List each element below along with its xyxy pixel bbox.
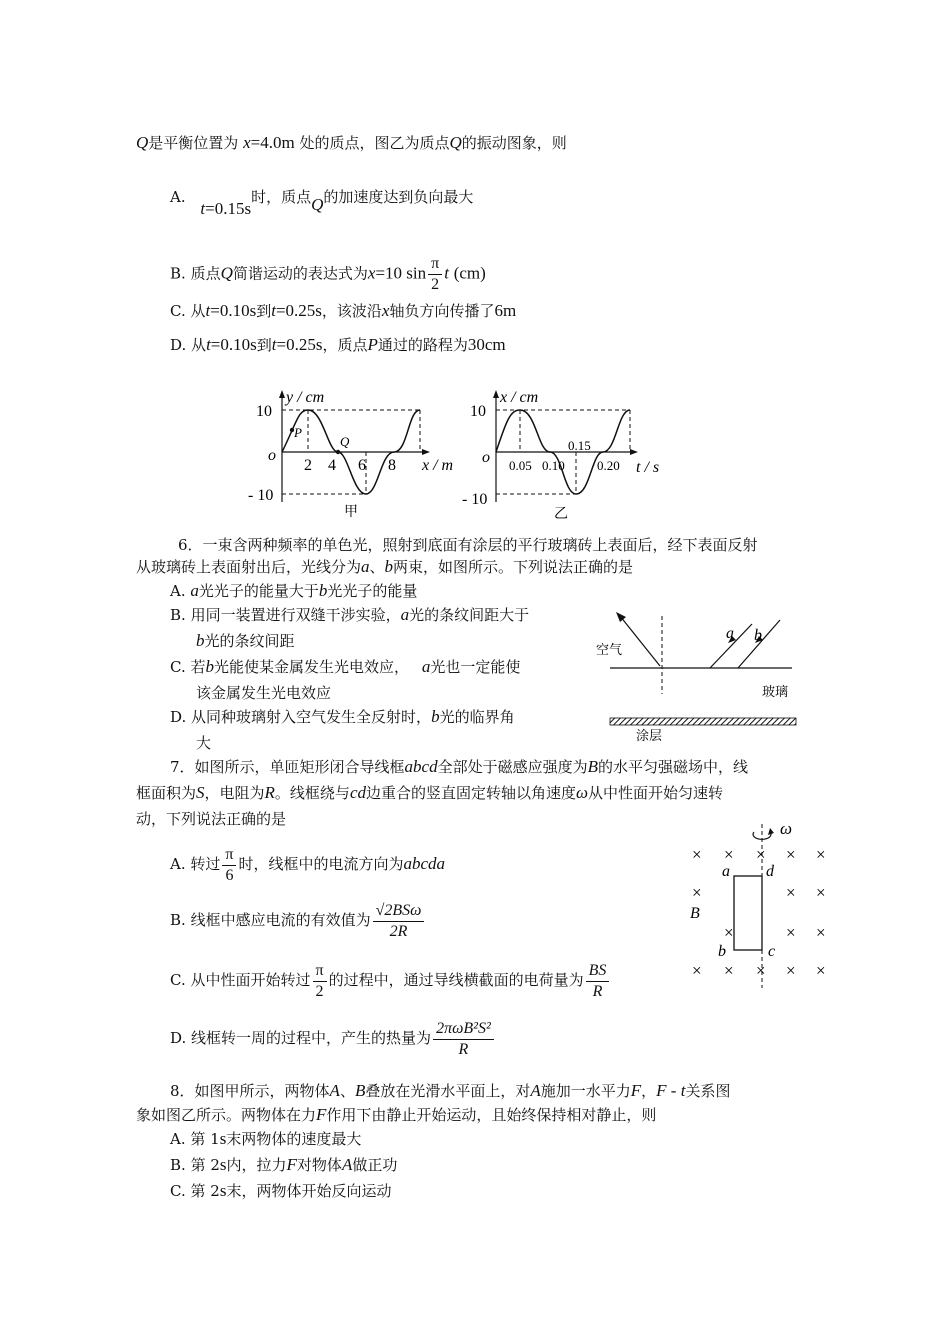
q8-stem-line-1 (170, 1080, 730, 1102)
text-segment: 处的质点，图乙为质点 (299, 134, 450, 152)
text-segment: ，质点 (322, 336, 368, 354)
text-segment: ，该波沿 (321, 302, 382, 320)
math-value: =0.10s (210, 301, 257, 320)
math-var: B (587, 757, 598, 776)
text-segment: 到 (256, 336, 272, 354)
math-var: Q (220, 263, 233, 283)
field-cross-icon: × (692, 883, 702, 902)
text-segment: 从同种玻璃射入空气发生全反射时， (191, 708, 432, 726)
math-var: ω (576, 783, 589, 802)
option-label: D. (170, 708, 187, 726)
text-segment: 、 (369, 558, 385, 576)
math-var: t (200, 199, 206, 218)
fraction-numerator: π (313, 961, 327, 982)
math-var: t (271, 301, 276, 320)
math-var: P (367, 335, 378, 354)
q6-stem-line-2 (136, 556, 633, 578)
q6-option-d (170, 706, 515, 728)
option-label: B. (170, 264, 186, 283)
math-var: x (367, 263, 376, 283)
point-q (336, 450, 340, 454)
math-var: F (316, 1105, 327, 1124)
text-segment: 从玻璃砖上表面射出后，光线分为 (136, 558, 362, 576)
q8-stem-line-2 (136, 1104, 656, 1126)
field-cross-icon: × (816, 961, 826, 980)
math-var: b (431, 707, 440, 726)
math-value: =0.25s (276, 335, 323, 354)
text-segment: 做正功 (352, 1156, 398, 1174)
incident-ray-arrow (616, 612, 626, 622)
text-segment: 边重合的竖直固定转轴以角速度 (365, 784, 576, 802)
text-segment: 从中性面开始匀速转 (588, 784, 724, 802)
x-axis-arrow (422, 449, 430, 455)
math-var: a (190, 581, 199, 600)
math-var: a (421, 657, 431, 676)
math-var: x (243, 133, 251, 152)
text-segment: 对物体 (296, 1156, 342, 1174)
t-tick: 0.10 (542, 458, 565, 473)
math-value: =0.25s (275, 301, 322, 320)
coating-layer (610, 718, 796, 725)
incident-ray (620, 616, 660, 666)
math-var: A (530, 1081, 541, 1100)
text-segment: 象如图乙所示。两物体在力 (136, 1106, 317, 1124)
text-segment: 两束，如图所示。下列说法正确的是 (393, 558, 634, 576)
glass-refraction-figure (590, 612, 810, 744)
label-coating: 涂层 (636, 728, 663, 743)
label-d: d (766, 863, 774, 880)
math-value: 6m (494, 301, 517, 320)
q6-option-d-cont: 大 (196, 734, 212, 752)
caption-yi: 乙 (554, 507, 568, 522)
math-unit: (cm) (453, 263, 486, 283)
text-segment: 第 1 (190, 1130, 220, 1148)
fraction-denominator: 2R (389, 922, 408, 940)
fraction-denominator: 6 (225, 866, 234, 884)
field-cross-icon: × (786, 923, 796, 942)
math-var: b (384, 557, 394, 576)
label-omega: ω (780, 819, 793, 838)
math-unit: s (219, 1155, 227, 1174)
x-tick: 8 (388, 457, 396, 474)
text-segment: ，电阻为 (204, 784, 265, 802)
text-segment: 第 2 (190, 1182, 220, 1200)
label-field-b: B (690, 905, 700, 922)
text-segment: 内，拉力 (226, 1156, 287, 1174)
fraction-numerator: π (222, 845, 236, 866)
text-segment: 的振动图象，则 (461, 134, 567, 152)
text-segment: 时，线框中的电流方向为 (238, 855, 404, 873)
option-label: A. (170, 582, 186, 600)
q6-option-c (170, 656, 520, 678)
text-segment: 、 (339, 1082, 355, 1100)
label-air: 空气 (596, 642, 623, 657)
text-segment: 质点 (190, 264, 221, 283)
label-glass: 玻璃 (762, 684, 789, 699)
q7-stem-line-2 (136, 782, 723, 804)
q5-option-c (170, 300, 516, 322)
math-var: abcda (403, 854, 446, 873)
option-label: C. (170, 302, 186, 320)
math-var: A (329, 1081, 340, 1100)
math-var: b (196, 631, 205, 650)
q5-option-a (170, 186, 474, 218)
x-tick: 6 (358, 457, 366, 474)
field-cross-icon: × (786, 883, 796, 902)
origin-label: o (268, 447, 276, 464)
label-q: Q (340, 434, 350, 449)
option-label: A. (170, 855, 186, 873)
math-var: Q (311, 195, 324, 214)
caption-jia: 甲 (344, 505, 358, 520)
text-segment: 作用下由静止开始运动，且始终保持相对静止，则 (326, 1106, 657, 1124)
origin-label: o (482, 449, 490, 466)
q6-option-b-cont (196, 630, 295, 652)
q5-option-b (170, 254, 486, 295)
label-ray-b: b (754, 627, 762, 644)
text-segment: 从 (190, 302, 206, 320)
graph-jia (248, 389, 453, 520)
y-axis-label: y / cm (286, 389, 325, 406)
text-segment: 转过 (190, 855, 221, 873)
text-segment: 简谐运动的表达式为 (232, 264, 368, 283)
text-segment: 线框转一周的过程中，产生的热量为 (191, 1029, 432, 1047)
field-crosses (692, 845, 826, 980)
text-segment: 用同一装置进行双缝干涉实验， (190, 606, 401, 624)
field-cross-icon: × (692, 961, 702, 980)
fraction-denominator: R (592, 982, 603, 1000)
text-segment: 8．如图甲所示，两物体 (170, 1082, 330, 1100)
t-axis-arrow (630, 449, 638, 455)
text-segment: 光的条纹间距 (204, 632, 295, 650)
math-var: S (196, 783, 205, 802)
field-cross-icon: × (724, 961, 734, 980)
fraction-numerator: π (428, 254, 442, 275)
text-segment: 全部处于磁感应强度为 (437, 758, 588, 776)
text-segment: 从中性面开始转过 (190, 971, 311, 989)
x-axis-arrow (493, 390, 499, 398)
math-var: cd (349, 783, 366, 802)
fraction-numerator: 2πωB²S² (433, 1019, 494, 1040)
text-segment: 。线框绕与 (274, 784, 350, 802)
math-var: t (444, 263, 449, 283)
q7-option-a (170, 842, 445, 886)
math-unit: s (219, 1129, 227, 1148)
math-var: b (205, 657, 215, 676)
option-label: B. (170, 606, 186, 624)
y-tick-neg: - 10 (248, 487, 274, 504)
option-label: B. (170, 911, 186, 929)
option-label: B. (170, 1156, 186, 1174)
math-value: 30cm (467, 335, 506, 354)
text-segment: 第 2 (190, 1156, 220, 1174)
field-cross-icon: × (756, 845, 766, 864)
text-segment: 若 (190, 658, 206, 676)
text-segment: 的水平匀强磁场中，线 (598, 758, 749, 776)
y-axis-arrow (279, 390, 285, 398)
fraction-denominator: 2 (315, 982, 324, 1000)
x-tick: 4 (328, 457, 336, 474)
q6-option-c-cont: 该金属发生光电效应 (196, 684, 332, 702)
label-a: a (722, 863, 730, 880)
x-axis-label: x / m (422, 457, 454, 474)
q7-option-d (170, 1016, 496, 1060)
magnetic-field-loop-figure (684, 818, 840, 990)
fraction (586, 961, 610, 1002)
math-var: t (271, 335, 277, 354)
fraction (428, 254, 442, 295)
q7-stem-line-1 (170, 756, 748, 778)
fraction-numerator: BS (586, 961, 610, 982)
field-cross-icon: × (816, 845, 826, 864)
option-label: C. (170, 658, 186, 676)
option-label: C. (170, 1182, 186, 1200)
field-cross-icon: × (724, 923, 734, 942)
t-tick: 0.20 (597, 458, 620, 473)
text-segment: 是平衡位置为 (148, 134, 239, 152)
t-tick: 0.15 (568, 438, 591, 453)
field-cross-icon: × (816, 883, 826, 902)
text-segment: 叠放在光滑水平面上，对 (365, 1082, 531, 1100)
math-var: a (361, 557, 370, 576)
q5-option-d (170, 334, 506, 356)
fraction (433, 1019, 494, 1060)
math-value: =10 sin (375, 263, 427, 283)
wave-graphs-figure (248, 380, 668, 522)
label-b: b (718, 943, 726, 960)
math-var: t (205, 301, 211, 320)
text-segment: 光光子的能量 (327, 582, 418, 600)
q6-option-a (170, 580, 417, 602)
y-tick-pos: 10 (470, 403, 486, 420)
label-p: P (294, 425, 302, 440)
math-var: A (341, 1155, 353, 1174)
text-segment: 时，质点 (251, 188, 312, 206)
q8-option-c (170, 1180, 391, 1202)
text-segment: 光的临界角 (439, 708, 515, 726)
q8-option-a (170, 1128, 361, 1150)
math-value: =0.15s (205, 199, 252, 218)
math-var: abcd (404, 757, 438, 776)
math-var: Q (449, 133, 462, 152)
option-label: D. (170, 1029, 187, 1047)
t-axis-label: t / s (636, 459, 660, 476)
text-segment: 通过的路程为 (377, 336, 468, 354)
text-segment: 轴负方向传播了 (389, 302, 495, 320)
option-label: C. (170, 971, 186, 989)
field-cross-icon: × (786, 961, 796, 980)
option-label: D. (170, 336, 187, 354)
text-segment: 框面积为 (136, 784, 197, 802)
math-var: Q (136, 133, 149, 152)
text-segment: 光能使某金属发生光电效应， (214, 658, 410, 676)
field-cross-icon: × (692, 845, 702, 864)
option-label: A. (170, 188, 186, 206)
math-var: t (206, 335, 211, 354)
math-value: =4.0m (250, 133, 295, 152)
fraction-denominator: R (458, 1040, 469, 1058)
fraction-denominator: 2 (431, 276, 440, 293)
math-value: =0.10s (210, 335, 257, 354)
math-unit: s (219, 1181, 227, 1200)
math-var: F (630, 1081, 642, 1100)
q7-option-b (170, 898, 426, 942)
text-segment: 光光子的能量大于 (198, 582, 319, 600)
q6-option-b (170, 604, 529, 626)
graph-yi (462, 389, 659, 522)
fraction-numerator: √2BSω (373, 901, 425, 922)
math-var: F - t (656, 1081, 686, 1100)
text-segment: 线框中感应电流的有效值为 (190, 911, 371, 929)
y-tick-pos: 10 (256, 403, 272, 420)
q8-option-b (170, 1154, 397, 1176)
text-segment: 的过程中，通过导线横截面的电荷量为 (328, 971, 584, 989)
math-var: R (264, 783, 275, 802)
label-c: c (768, 943, 776, 960)
option-label: A. (170, 1130, 186, 1148)
wire-loop-abcd (734, 876, 762, 950)
label-ray-a: a (726, 625, 734, 642)
math-var: x (381, 301, 390, 320)
text-segment: 关系图 (685, 1082, 731, 1100)
fraction (313, 961, 327, 1002)
text-segment: 末，两物体开始反向运动 (226, 1182, 392, 1200)
field-cross-icon: × (756, 961, 766, 980)
text-segment: ， (641, 1082, 657, 1100)
t-tick: 0.05 (509, 458, 532, 473)
math-var: a (400, 605, 410, 624)
field-cross-icon: × (786, 845, 796, 864)
math-var: B (354, 1081, 366, 1100)
field-cross-icon: × (816, 923, 826, 942)
math-var: b (318, 581, 328, 600)
x-tick: 2 (304, 457, 312, 474)
y-tick-neg: - 10 (462, 491, 488, 508)
text-segment: 光也一定能使 (430, 658, 521, 676)
fraction (373, 901, 425, 942)
field-cross-icon: × (724, 845, 734, 864)
text-segment: 末两物体的速度最大 (226, 1130, 362, 1148)
fraction (222, 845, 236, 886)
q5-stem-line (136, 132, 567, 154)
text-segment: 从 (191, 336, 207, 354)
q7-stem-line-3: 动，下列说法正确的是 (136, 810, 287, 828)
rotation-arrowhead (768, 828, 774, 835)
text-segment: 施加一水平力 (540, 1082, 631, 1100)
q7-option-c (170, 958, 611, 1002)
text-segment: 的加速度达到负向最大 (323, 188, 474, 206)
text-segment: 光的条纹间距大于 (409, 606, 530, 624)
math-var: F (286, 1155, 297, 1174)
y-axis-label: x / cm (500, 389, 539, 406)
text-segment: 到 (256, 302, 272, 320)
q6-stem-line-1: 6．一束含两种频率的单色光，照射到底面有涂层的平行玻璃砖上表面后，经下表面反射 (178, 536, 758, 554)
text-segment: 7．如图所示，单匝矩形闭合导线框 (170, 758, 405, 776)
